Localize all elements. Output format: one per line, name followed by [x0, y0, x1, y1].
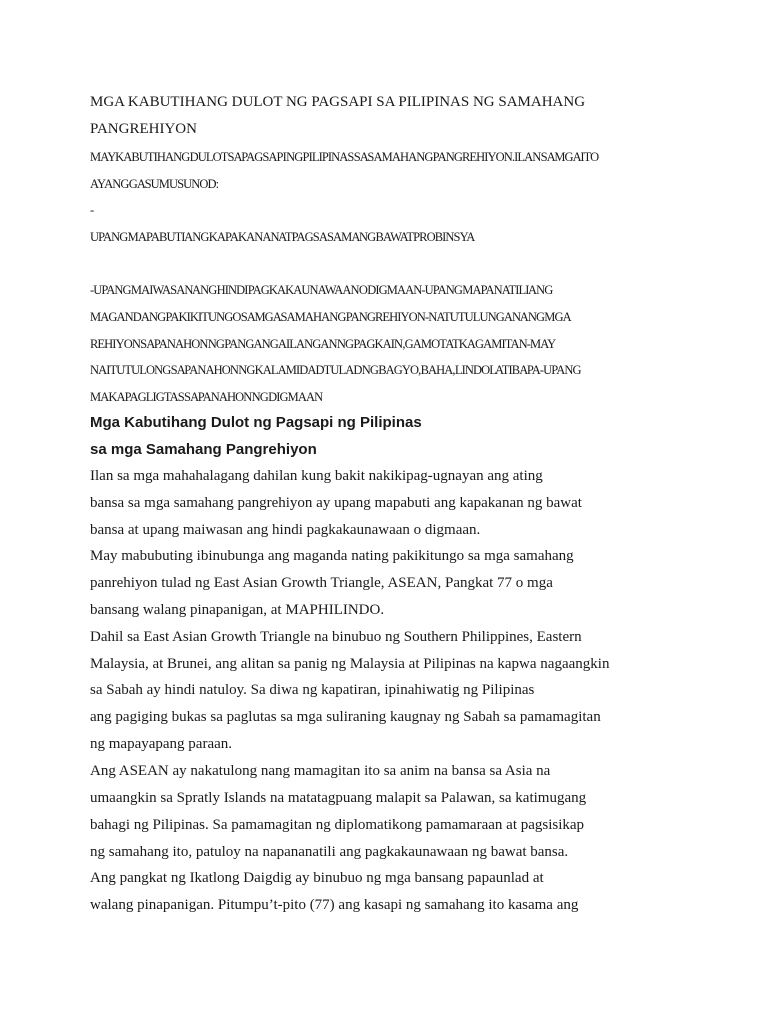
body-line: bansa at upang maiwasan ang hindi pagkakaunawaan o digmaan.: [90, 522, 481, 538]
list-line-5: NAITUTULONG SA PANAHON NG KALAMIDAD TULAD NG BAGYO, BAHA, LINDOL AT IBA PA-UPANG: [90, 363, 581, 377]
body-line: bahagi ng Pilipinas. Sa pamamagitan ng diplomatikong pamamaraan at pagsisikap: [90, 817, 585, 833]
body-line: May mabubuting ibinubunga ang maganda nating pakikitungo sa mga samahang: [90, 548, 574, 564]
body-line: Ang pangkat ng Ikatlong Daigdig ay binubuo ng mga bansang papaunlad at: [90, 870, 544, 886]
dash-marker: -: [90, 203, 94, 217]
body-line: sa Sabah ay hindi natuloy. Sa diwa ng kapatiran, ipinahiwatig ng Pilipinas: [90, 682, 535, 698]
body-line: umaangkin sa Spratly Islands na matatagpuang malapit sa Palawan, sa katimugang: [90, 790, 587, 806]
title-line-1: MGA KABUTIHANG DULOT NG PAGSAPI SA PILIPINAS NG SAMAHANG: [90, 94, 586, 110]
intro-line-1: MAY KABUTIHANG DULOT SA PAGSAPI NG PILIPINAS SA SAMAHANG PANGREHIYON.ILAN SA MGA ITO: [90, 150, 599, 164]
list-line-3: MAGANDANG PAKIKITUNGO SA MGA SAMAHANG PANGREHIYON-NATUTULUNGAN ANG MGA: [90, 310, 571, 324]
body-line: bansang walang pinapanigan, at MAPHILINDO.: [90, 602, 385, 618]
body-line: Ilan sa mga mahahalagang dahilan kung bakit nakikipag-ugnayan ang ating: [90, 468, 543, 484]
list-line-6: MAKAPAGLIGTAS SA PANAHON NG DIGMAAN: [90, 390, 323, 404]
body-line: ng samahang ito, patuloy na napananatili ang pagkakaunawaan ng bawat bansa.: [90, 844, 569, 860]
list-line-4: REHIYON SA PANAHON NG PANGANGAILANGAN NG PAGKAIN ,GAMOT AT KAGAMITAN-MAY: [90, 337, 556, 351]
body-line: Malaysia, at Brunei, ang alitan sa panig ng Malaysia at Pilipinas na kapwa nagaangkin: [90, 656, 610, 672]
body-line: ang pagiging bukas sa paglutas sa mga suliraning kaugnay ng Sabah sa pamamagitan: [90, 709, 601, 725]
title-line-2: PANGREHIYON: [90, 121, 197, 137]
body-line: ng mapayapang paraan.: [90, 736, 233, 752]
body-line: Ang ASEAN ay nakatulong nang mamagitan ito sa anim na bansa sa Asia na: [90, 763, 551, 779]
list-line-1: UPANG MAPABUTI ANG KAPAKANAN AT PAGSASAMA NG BAWAT PROBINSYA: [90, 230, 475, 244]
body-line: panrehiyon tulad ng East Asian Growth Triangle, ASEAN, Pangkat 77 o mga: [90, 575, 553, 591]
list-line-2: -UPANG MAIWASAN ANG HINDI PAGKAKAUNAWAAN O DIGMAAN-UPANG MAPANATILI ANG: [90, 283, 553, 297]
section-heading-line-2: sa mga Samahang Pangrehiyon: [90, 441, 317, 458]
section-heading-line-1: Mga Kabutihang Dulot ng Pagsapi ng Pilipinas: [90, 414, 422, 431]
intro-line-2: AY ANG GA SUMUSUNOD:: [90, 177, 219, 191]
body-line: Dahil sa East Asian Growth Triangle na binubuo ng Southern Philippines, Eastern: [90, 629, 582, 645]
body-line: walang pinapanigan. Pitumpu’t-pito (77) ang kasapi ng samahang ito kasama ang: [90, 897, 579, 913]
body-line: bansa sa mga samahang pangrehiyon ay upang mapabuti ang kapakanan ng bawat: [90, 495, 582, 511]
